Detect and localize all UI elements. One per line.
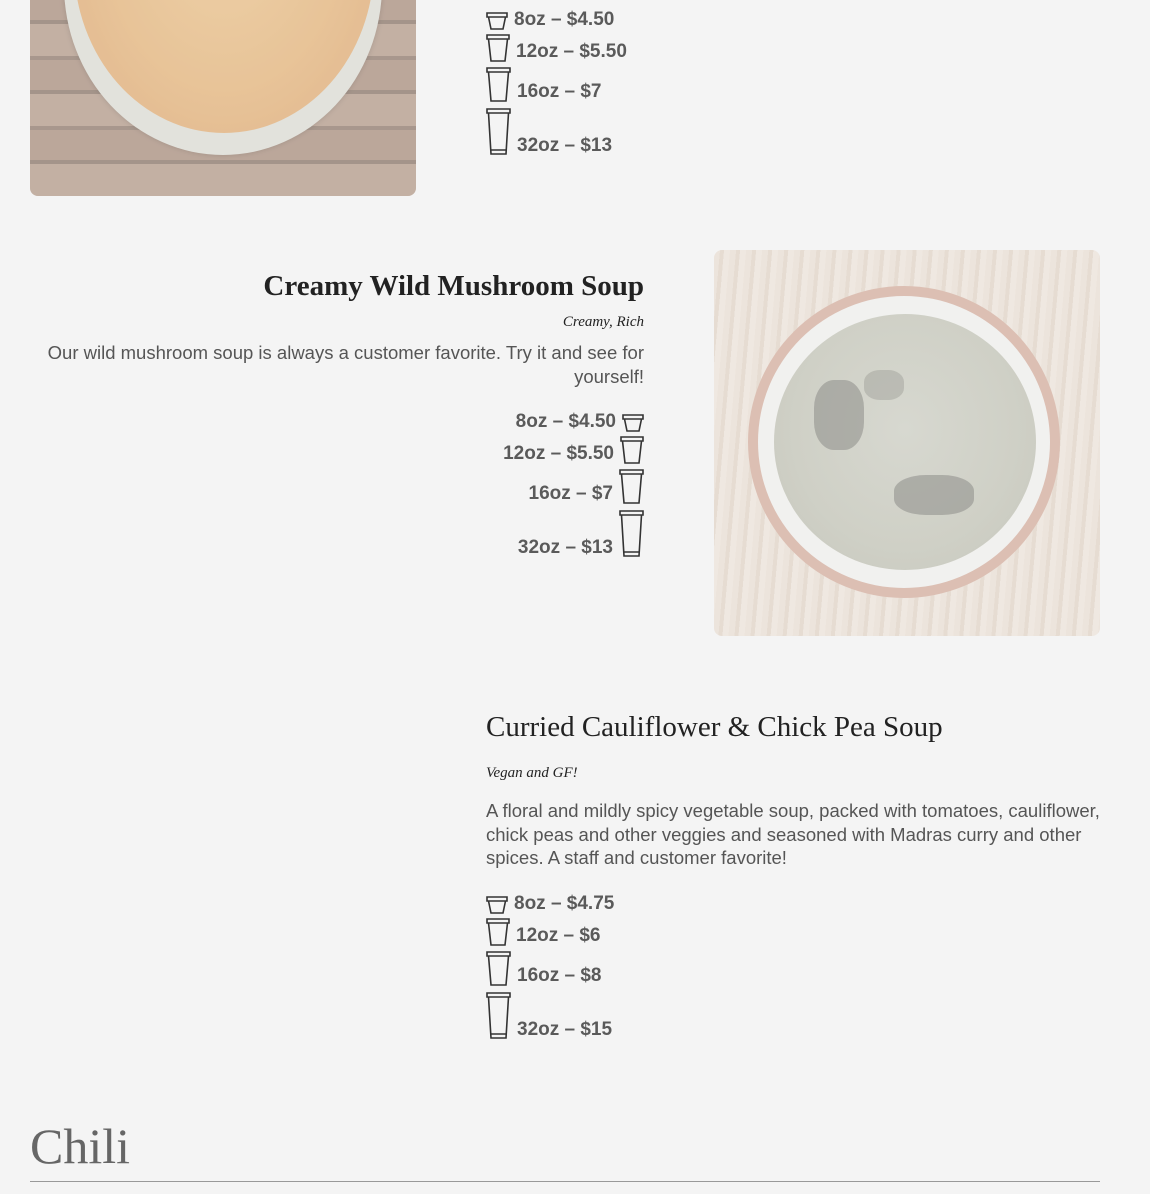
cup-32oz-icon [486, 992, 511, 1040]
price-row-12oz [486, 34, 627, 62]
price-row-12oz [503, 436, 644, 464]
price-label: 16oz – $8 [517, 965, 602, 986]
price-label: 16oz – $7 [528, 483, 613, 504]
price-row-16oz [529, 469, 645, 504]
price-row-8oz [486, 10, 614, 30]
cup-16oz-icon [486, 67, 511, 102]
cup-16oz-icon [619, 469, 644, 504]
price-label: 12oz – $6 [516, 925, 601, 946]
price-row-32oz [486, 108, 612, 156]
cup-12oz-icon [486, 918, 510, 946]
soup-subtitle: Creamy, Rich [562, 314, 644, 330]
cup-32oz-icon [619, 510, 644, 558]
price-row-16oz [486, 67, 602, 102]
cup-16oz-icon [486, 951, 511, 986]
price-label: 12oz – $5.50 [516, 41, 627, 62]
soup-subtitle: Vegan and GF! [486, 765, 578, 781]
price-label: 8oz – $4.50 [514, 9, 615, 30]
cup-8oz-icon [486, 12, 508, 30]
cup-8oz-icon [622, 414, 644, 432]
price-row-16oz [486, 951, 602, 986]
price-label: 8oz – $4.50 [515, 411, 616, 432]
cup-12oz-icon [486, 34, 510, 62]
soup-title: Creamy Wild Mushroom Soup [263, 270, 644, 302]
price-label: 32oz – $15 [517, 1019, 613, 1040]
section-heading-chili: Chili [30, 1118, 131, 1174]
section-divider [30, 1181, 1100, 1182]
price-label: 8oz – $4.75 [514, 893, 615, 914]
orange-soup-photo [30, 0, 416, 196]
soup-description: A floral and mildly spicy vegetable soup, packed with tomatoes, cauliflower, chick peas and other veggies and seasoned with Madras curry and other spices. A staff and customer favorite! [486, 800, 1100, 868]
price-label: 12oz – $5.50 [503, 443, 614, 464]
cup-8oz-icon [486, 896, 508, 914]
price-row-12oz [486, 918, 601, 946]
price-label: 32oz – $13 [517, 135, 613, 156]
cup-32oz-icon [486, 108, 511, 156]
cup-12oz-icon [620, 436, 644, 464]
price-row-8oz [516, 412, 644, 432]
price-row-32oz [518, 510, 644, 558]
price-row-32oz [486, 992, 612, 1040]
price-label: 16oz – $7 [517, 81, 602, 102]
soup-description: Our wild mushroom soup is always a customer favorite. Try it and see for yourself! [47, 342, 644, 387]
mushroom-soup-photo [714, 250, 1100, 636]
price-label: 32oz – $13 [517, 537, 613, 558]
price-row-8oz [486, 894, 614, 914]
soup-title: Curried Cauliflower & Chick Pea Soup [486, 711, 943, 743]
